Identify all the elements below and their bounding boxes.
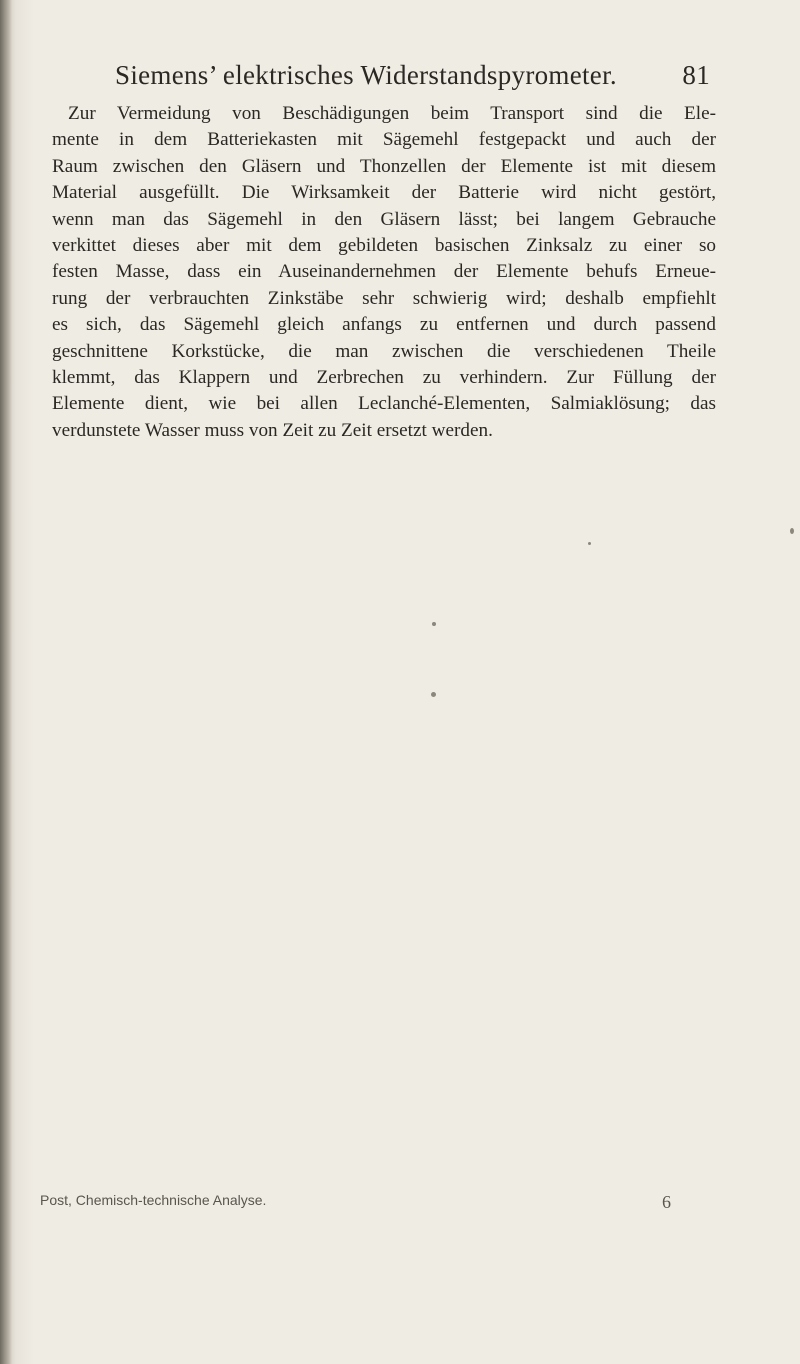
body-paragraph: [52, 101, 716, 444]
text-line: mente in dem Batteriekasten mit Sägemehl festgepackt und auch der: [52, 129, 716, 151]
running-head: [115, 60, 710, 100]
page-binding-shadow: [0, 0, 12, 1364]
text-line: es sich, das Sägemehl gleich anfangs zu entfernen und durch passend: [52, 314, 716, 336]
text-line: Material ausgefüllt. Die Wirksamkeit der Batterie wird nicht gestört,: [52, 182, 716, 204]
paper-speck: [790, 528, 794, 534]
text-line: Zur Vermeidung von Beschädigungen beim Transport sind die Ele-: [68, 103, 716, 124]
page-footer: [40, 1192, 720, 1214]
text-line: klemmt, das Klappern und Zerbrechen zu verhindern. Zur Füllung der: [52, 367, 716, 389]
text-line: wenn man das Sägemehl in den Gläsern lässt; bei langem Gebrauche: [52, 208, 716, 230]
paper-speck: [432, 622, 436, 626]
text-line: festen Masse, dass ein Auseinandernehmen der Elemente behufs Erneue-: [52, 261, 716, 283]
text-line: Raum zwischen den Gläsern und Thonzellen der Elemente ist mit diesem: [52, 155, 716, 177]
text-line: Elemente dient, wie bei allen Leclanché-Elementen, Salmiaklösung; das: [52, 393, 716, 415]
sheet-mark: 6: [662, 1192, 671, 1212]
text-line: rung der verbrauchten Zinkstäbe sehr schwierig wird; deshalb empfiehlt: [52, 287, 716, 309]
text-line: verkittet dieses aber mit dem gebildeten basischen Zinksalz zu einer so: [52, 235, 716, 257]
running-head-title: Siemens’ elektrisches Widerstandspyrometer.: [115, 60, 617, 90]
text-line: verdunstete Wasser muss von Zeit zu Zeit ersetzt werden.: [52, 419, 493, 441]
signature-line: Post, Chemisch-technische Analyse.: [40, 1192, 267, 1208]
paper-speck: [431, 692, 436, 697]
text-line: geschnittene Korkstücke, die man zwischen die verschiedenen Theile: [52, 340, 716, 362]
paper-speck: [588, 542, 591, 545]
page-number: 81: [682, 60, 710, 90]
